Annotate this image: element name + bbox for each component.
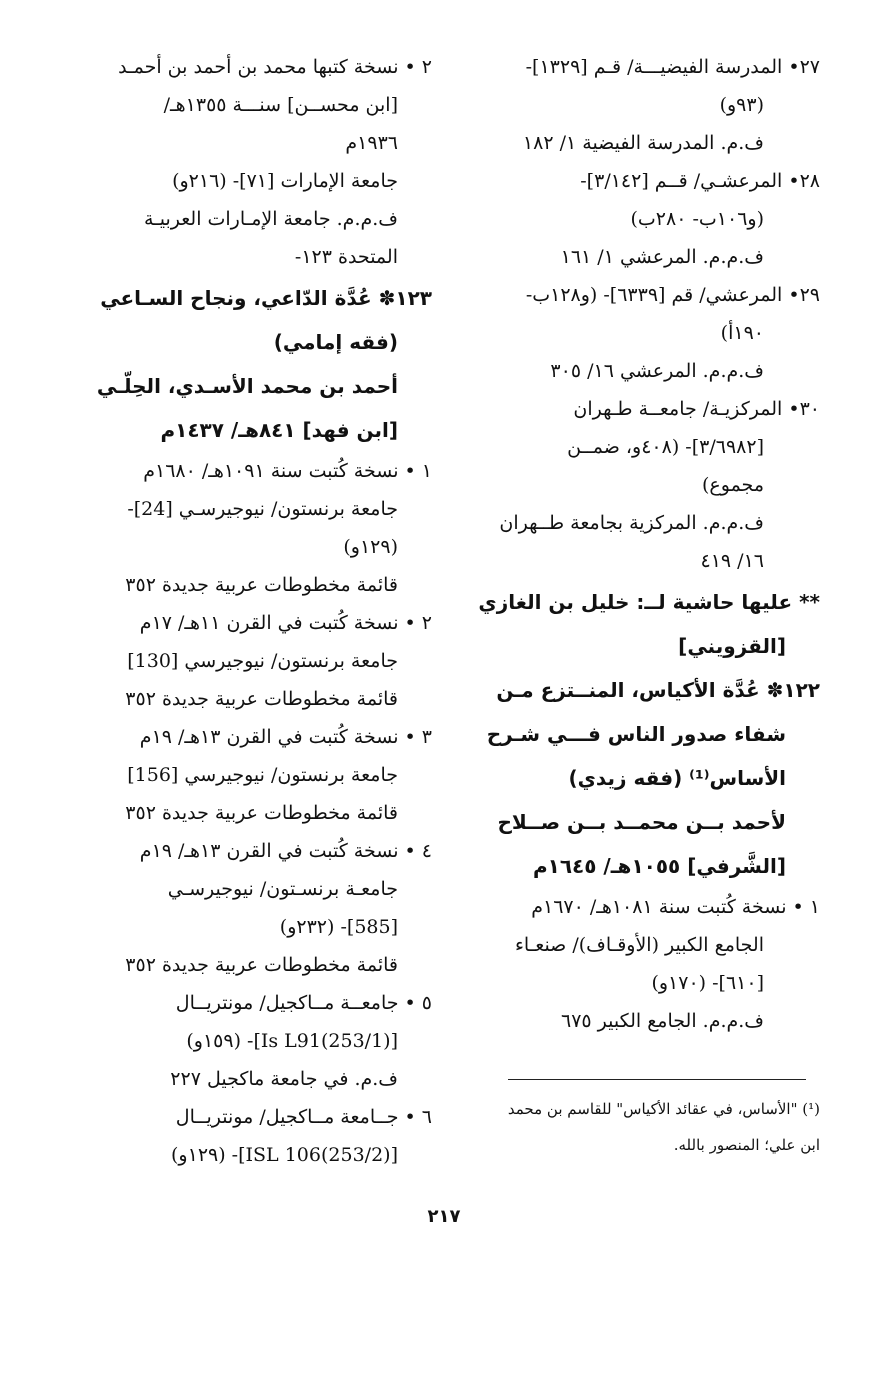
entry-heading-line: [ابن فهد] ٨٤١هـ/ ١٤٣٧م <box>160 418 398 442</box>
entry-line: ف.م.م. الجامع الكبير ٦٧٥ <box>560 1010 764 1032</box>
entry-line: ف.م. في جامعة ماكجيل ٢٢٧ <box>170 1068 398 1090</box>
entry-line: قائمة مخطوطات عربية جديدة ٣٥٢ <box>125 802 398 824</box>
entry-heading-line: (فقه إمامي) <box>273 330 398 354</box>
entry-line: ف.م.م. المركزية بجامعة طــهران <box>499 512 764 534</box>
right-column <box>468 48 820 1040</box>
left-column <box>80 48 432 1174</box>
entry-heading-line: ١٢٣✽ عُدَّة الدّاعي، ونجاح السـاعي <box>100 286 432 310</box>
entry-line: ٣ • نسخة كُتبت في القرن ١٣هـ/ ١٩م <box>139 726 432 748</box>
entry-heading-line: شفاء صدور الناس فـــي شـرح <box>486 722 786 746</box>
entry-line: ١ • نسخة كُتبت سنة ١٠٨١هـ/ ١٦٧٠م <box>531 896 820 918</box>
entry-line: ف.م.م. جامعة الإمـارات العربيـة <box>143 208 398 230</box>
entry-line: ٢٧• المدرسة الفيضيـــة/ قـم [١٣٢٩]- <box>525 56 820 78</box>
entry-line: ١٩٠أ) <box>720 322 764 344</box>
entry-line: الجامع الكبير (الأوقـاف)/ صنعـاء <box>514 934 764 956</box>
entry-line: (٩٣و) <box>719 94 764 116</box>
entry-line: ١٦/ ٤١٩ <box>700 550 764 572</box>
entry-heading-line: لأحمد بــن محمــد بــن صــلاح <box>497 810 786 834</box>
entry-line: ف.م. المدرسة الفيضية ١/ ١٨٢ <box>522 132 764 154</box>
entry-heading-line: ** عليها حاشية لــ: خليل بن الغازي <box>478 590 820 614</box>
entry-line: قائمة مخطوطات عربية جديدة ٣٥٢ <box>125 574 398 596</box>
entry-line: جامعـة برنسـتون/ نيوجيرسـي <box>167 878 398 900</box>
entry-heading-line: [الشَّرفي] ١٠٥٥هـ/ ١٦٤٥م <box>532 854 786 878</box>
entry-line: (و١٠٦ب- ٢٨٠ب) <box>630 208 764 230</box>
entry-line: ٢٩• المرعشي/ قم [٦٣٣٩]- (و١٢٨ب- <box>525 284 820 306</box>
entry-line: مجموع) <box>702 474 764 496</box>
entry-line: المتحدة ١٢٣- <box>294 246 398 268</box>
entry-line: ٣٠• المركزيـة/ جامعــة طـهران <box>573 398 820 420</box>
entry-line: قائمة مخطوطات عربية جديدة ٣٥٢ <box>125 954 398 976</box>
entry-line: جامعة برنستون/ نيوجيرسي [156] <box>127 764 398 786</box>
entry-line: قائمة مخطوطات عربية جديدة ٣٥٢ <box>125 688 398 710</box>
entry-line: ١ • نسخة كُتبت سنة ١٠٩١هـ/ ١٦٨٠م <box>143 460 432 482</box>
entry-line: (١٢٩و) <box>343 536 398 558</box>
entry-line: ٢ • نسخة كتبها محمد بن أحمد بن أحمـد <box>118 56 432 78</box>
entry-line: جامعة الإمارات [٧١]- (٢١٦و) <box>172 170 398 192</box>
entry-line: ٢ • نسخة كُتبت في القرن ١١هـ/ ١٧م <box>139 612 432 634</box>
entry-line: ٤ • نسخة كُتبت في القرن ١٣هـ/ ١٩م <box>139 840 432 862</box>
entry-line: [585]- (٢٣٢و) <box>279 916 398 938</box>
entry-line: ٦ • جــامعة مــاكجيل/ مونتريــال <box>175 1106 432 1128</box>
entry-line: جامعة برنستون/ نيوجيرسـي [24]- <box>127 498 398 520</box>
entry-line: جامعة برنستون/ نيوجيرسي [130] <box>127 650 398 672</box>
entry-line: ٢٨• المرعشـي/ قــم [٣/١٤٢]- <box>580 170 820 192</box>
entry-heading-line: ١٢٢✽ عُدَّة الأكياس، المنــتزع مـن <box>496 678 820 702</box>
footnote-line-2: ابن علي؛ المنصور بالله. <box>673 1136 820 1154</box>
entry-line: [ابن محســن] سنـــة ١٣٥٥هـ/ <box>163 94 398 116</box>
entry-heading-line: الأساس⁽¹⁾ (فقه زيدي) <box>568 766 786 790</box>
footnote-divider <box>508 1079 806 1080</box>
entry-line: ٥ • جامعــة مــاكجيل/ مونتريــال <box>175 992 432 1014</box>
entry-heading-line: أحمد بن محمد الأسـدي، الحِلّـي <box>96 374 398 398</box>
entry-heading-line: [القزويني] <box>678 634 786 658</box>
page-number: ٢١٧ <box>427 1206 461 1227</box>
entry-line: ف.م.م. المرعشي ١/ ١٦١ <box>560 246 764 268</box>
entry-line: [(253/2)ISL 106]- (١٢٩و) <box>171 1144 398 1166</box>
entry-line: ١٩٣٦م <box>345 132 398 154</box>
entry-line: [٦١٠]- (١٧٠و) <box>651 972 764 994</box>
entry-line: [(253/1)Is L91]- (١٥٩و) <box>186 1030 398 1052</box>
entry-line: [٣/٦٩٨٢]- (٤٠٨و، ضمــن <box>567 436 764 458</box>
entry-line: ف.م.م. المرعشي ١٦/ ٣٠٥ <box>550 360 764 382</box>
footnote-line-1: (¹) "الأساس، في عقائد الأكياس" للقاسم بن محمد <box>507 1100 820 1118</box>
